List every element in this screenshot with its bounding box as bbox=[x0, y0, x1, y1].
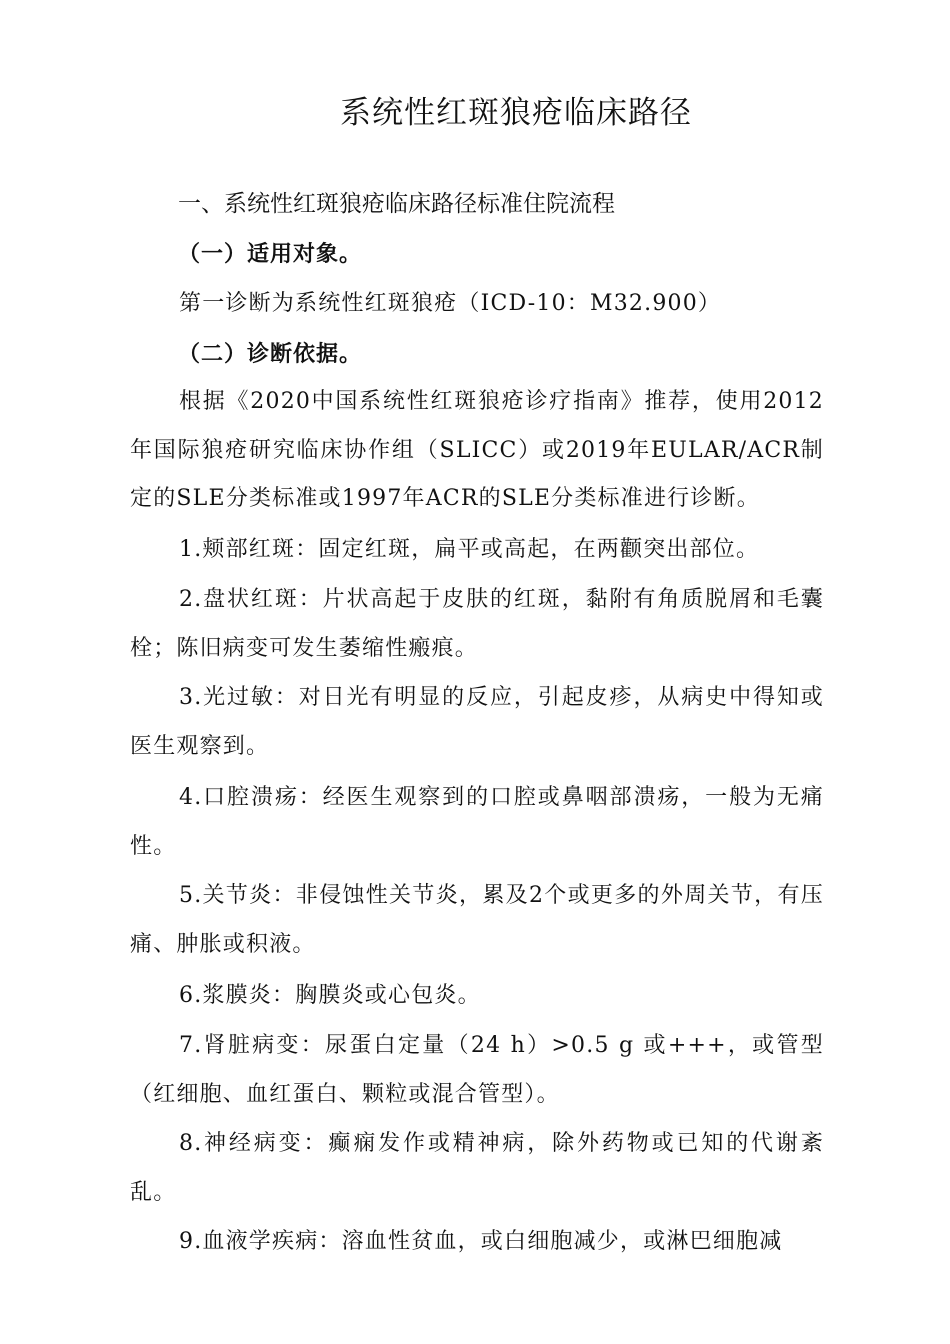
document-title: 系统性红斑狼疮临床路径 bbox=[340, 95, 692, 131]
subsection-heading-diagnosis: （二）诊断依据。 bbox=[178, 341, 363, 367]
criterion-item: 1.颊部红斑：固定红斑，扁平或高起，在两颧突出部位。 bbox=[179, 537, 760, 562]
subsection-heading-applicable: （一）适用对象。 bbox=[178, 241, 363, 267]
paragraph-applicable: 第一诊断为系统性红斑狼疮（ICD-10：M32.900） bbox=[179, 291, 722, 316]
criterion-item: 9.血液学疾病：溶血性贫血，或白细胞减少，或淋巴细胞减 bbox=[179, 1229, 783, 1254]
criterion-item: 4.口腔溃疡：经医生观察到的口腔或鼻咽部溃疡，一般为无痛性。 bbox=[130, 785, 824, 859]
criterion-item: 3.光过敏：对日光有明显的反应，引起皮疹，从病史中得知或医生观察到。 bbox=[130, 685, 824, 759]
paragraph-diagnosis-intro: 根据《2020中国系统性红斑狼疮诊疗指南》推荐，使用2012年国际狼疮研究临床协作组（SLICC）或2019年EULAR/ACR制定的SLE分类标准或1997年ACR的SLE分类标准进行诊断。 bbox=[130, 389, 824, 511]
criterion-item: 7.肾脏病变：尿蛋白定量（24 h）>0.5 g 或+++，或管型（红细胞、血红蛋白、颗粒或混合管型）。 bbox=[130, 1033, 824, 1107]
criterion-item: 8.神经病变：癫痫发作或精神病，除外药物或已知的代谢紊乱。 bbox=[130, 1131, 824, 1205]
section-heading: 一、系统性红斑狼疮临床路径标准住院流程 bbox=[178, 191, 615, 217]
criterion-item: 2.盘状红斑：片状高起于皮肤的红斑，黏附有角质脱屑和毛囊栓；陈旧病变可发生萎缩性瘢痕。 bbox=[130, 587, 824, 661]
criterion-item: 5.关节炎：非侵蚀性关节炎，累及2个或更多的外周关节，有压痛、肿胀或积液。 bbox=[130, 883, 824, 957]
criterion-item: 6.浆膜炎：胸膜炎或心包炎。 bbox=[179, 983, 481, 1008]
